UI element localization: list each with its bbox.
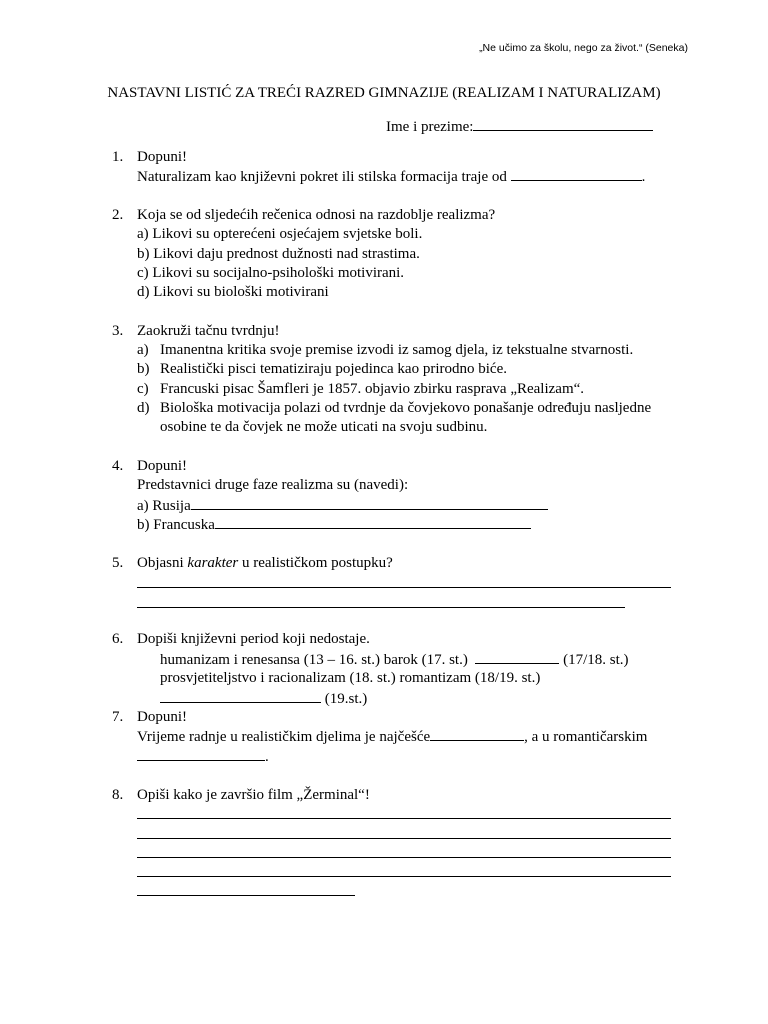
- option-text-continued: osobine te da čovjek ne može uticati na svoju sudbinu.: [160, 419, 488, 436]
- question-6-periods: [160, 650, 629, 708]
- answer-line[interactable]: [137, 857, 671, 858]
- punctuation: .: [641, 169, 646, 186]
- question-number: 5.: [112, 555, 124, 571]
- question-number: 1.: [112, 149, 124, 165]
- period-blank[interactable]: [475, 650, 559, 664]
- question-number: 2.: [112, 207, 124, 223]
- option-a[interactable]: a) Likovi su opterećeni osjećajem svjetske boli.: [137, 226, 423, 243]
- question-number: 3.: [112, 323, 124, 339]
- question-number: 8.: [112, 787, 124, 803]
- option-text: Biološka motivacija polazi od tvrdnje da čovjekovo ponašanje određuju nasljedne: [160, 399, 652, 416]
- question-number: 6.: [112, 631, 124, 647]
- question-heading: Zaokruži tačnu tvrdnju!: [137, 323, 280, 339]
- option-c[interactable]: c) Likovi su socijalno-psihološki motivirani.: [137, 264, 405, 281]
- option-b[interactable]: b) Likovi daju prednost dužnosti nad strastima.: [137, 245, 420, 262]
- period-text: prosvjetiteljstvo i racionalizam (18. st.) romantizam (18/19. st.): [160, 670, 541, 687]
- option-letter: c): [137, 380, 149, 397]
- question-text: Naturalizam kao književni pokret ili stilska formacija traje od: [137, 169, 507, 186]
- period-text: humanizam i renesansa (13 – 16. st.) barok (17. st.): [160, 652, 468, 668]
- answer-blank[interactable]: [430, 727, 524, 741]
- answer-line[interactable]: [137, 876, 671, 877]
- question-number: 7.: [112, 709, 124, 725]
- answer-line[interactable]: [137, 607, 625, 608]
- question-number: 4.: [112, 458, 124, 474]
- question-text: , a u romantičarskim: [524, 729, 648, 746]
- option-text: Francuski pisac Šamfleri je 1857. objavio zbirku rasprava „Realizam“.: [160, 380, 585, 397]
- question-italic-term: karakter: [187, 555, 239, 571]
- answer-line[interactable]: [137, 818, 671, 819]
- answer-line[interactable]: [137, 895, 355, 896]
- answer-line[interactable]: [137, 838, 671, 839]
- option-text: Realistički pisci tematiziraju pojedinca kao prirodno biće.: [160, 361, 507, 378]
- russia-answer-blank[interactable]: [191, 496, 548, 510]
- question-text: Koja se od sljedećih rečenica odnosi na razdoblje realizma?: [137, 207, 496, 223]
- page-title: NASTAVNI LISTIĆ ZA TREĆI RAZRED GIMNAZIJE (REALIZAM I NATURALIZAM): [107, 85, 661, 101]
- option-letter: b): [137, 361, 150, 378]
- name-label: Ime i prezime:: [386, 119, 474, 135]
- question-text: Opiši kako je završio film „Žerminal“!: [137, 787, 370, 803]
- option-text: Imanentna kritika svoje premise izvodi iz samog djela, iz tekstualne stvarnosti.: [160, 342, 634, 358]
- question-heading: Dopiši književni period koji nedostaje.: [137, 631, 370, 647]
- question-heading: Dopuni!: [137, 709, 187, 725]
- punctuation: .: [265, 748, 269, 765]
- period-text: (17/18. st.): [563, 652, 629, 668]
- france-answer-blank[interactable]: [215, 515, 531, 529]
- france-label: b) Francuska: [137, 516, 215, 533]
- name-field[interactable]: [386, 117, 653, 136]
- question-text: Objasni: [137, 555, 188, 571]
- period-text: (19.st.): [324, 690, 368, 707]
- option-letter: d): [137, 399, 150, 416]
- answer-line[interactable]: [137, 587, 671, 588]
- period-blank[interactable]: [160, 689, 321, 703]
- question-text: u realističkom postupku?: [238, 555, 393, 571]
- answer-blank[interactable]: [137, 747, 265, 761]
- question-text: Vrijeme radnje u realističkim djelima je najčešće: [137, 729, 431, 746]
- motto-quote: „Ne učimo za školu, nego za život.“ (Seneka): [479, 42, 688, 54]
- question-heading: Dopuni!: [137, 458, 187, 474]
- question-heading: Dopuni!: [137, 149, 187, 165]
- option-letter: a): [137, 342, 149, 358]
- answer-blank[interactable]: [511, 167, 642, 181]
- name-blank[interactable]: [473, 117, 653, 131]
- russia-label: a) Rusija: [137, 497, 191, 514]
- option-d[interactable]: d) Likovi su biološki motivirani: [137, 284, 329, 301]
- question-text: Predstavnici druge faze realizma su (navedi):: [137, 477, 409, 494]
